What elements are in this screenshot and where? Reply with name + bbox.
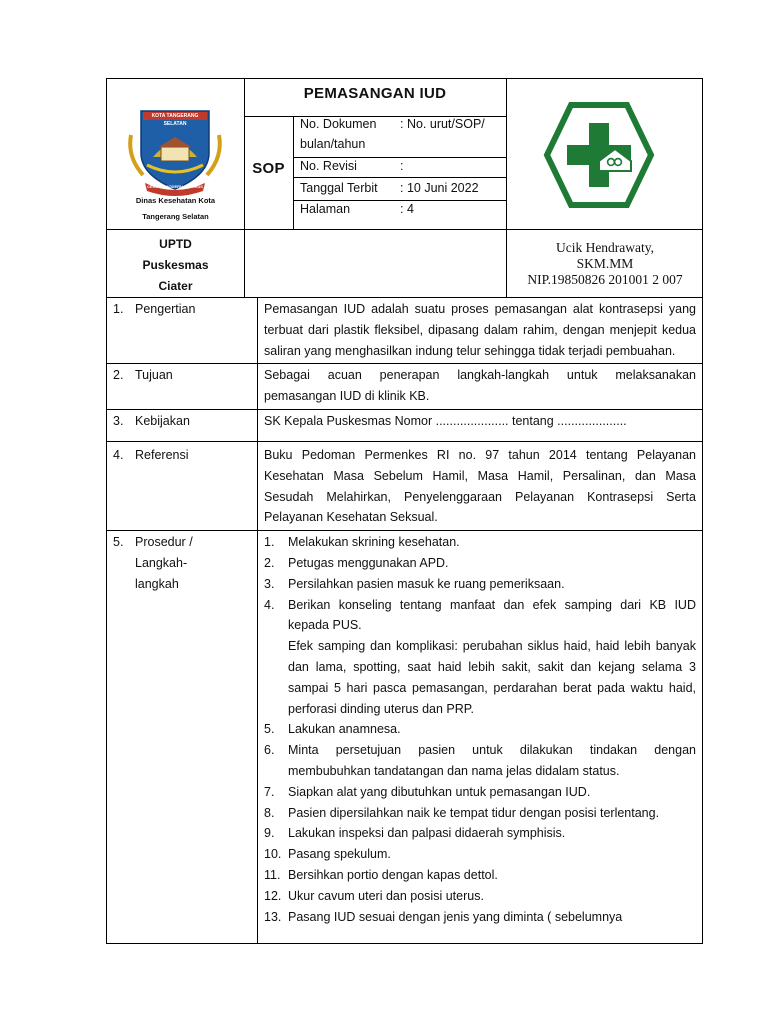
step-text: Ukur cavum uteri dan posisi uterus. (288, 888, 484, 903)
meta-revisi-value: : (400, 159, 404, 173)
section-number: 2. (113, 368, 124, 383)
unit-line-1: UPTD (159, 237, 192, 251)
section-number: 5. (113, 535, 124, 550)
logo-banner: KOTA TANGERANG SELATAN (151, 113, 199, 127)
section-label: Prosedur / Langkah-langkah (135, 535, 193, 591)
signatory-name: Ucik Hendrawaty, (555, 240, 655, 255)
signatory (506, 240, 704, 288)
section-referensi-text: Buku Pedoman Permenkes RI no. 97 tahun 2014 tentang Pelayanan Kesehatan Masa Sebelum Hamil, Masa Hamil, Persalinan, dan Masa Sesudah Melahirkan, Penyelenggaraan Pelayanan Kontrasepsi Serta Pelayanan Kesehatan Seksual. (258, 441, 703, 530)
step-text: Pasien dipersilahkan naik ke tempat tidur dengan posisi terlentang. (288, 805, 660, 820)
step-text: Melakukan skrining kesehatan. (288, 535, 460, 550)
section-label-cell (107, 409, 258, 441)
unit-name (107, 234, 244, 297)
sop-content-table (106, 297, 703, 944)
table-row (107, 409, 703, 441)
step-number: 8. (264, 805, 275, 820)
step-text: Minta persetujuan pasien untuk dilakukan tindakan dengan membubuhkan tandatangan dan nama jelas didalam status. (288, 743, 696, 778)
step-text: Siapkan alat yang dibutuhkan untuk pemasangan IUD. (288, 784, 591, 799)
meta-tanggal-label: Tanggal Terbit (300, 181, 378, 195)
step-number: 9. (264, 826, 275, 841)
procedure-step (264, 719, 696, 740)
meta-revisi-label: No. Revisi (300, 159, 357, 173)
step-text: Pasang spekulum. (288, 847, 391, 862)
table-row (107, 531, 703, 944)
step-number: 11. (264, 867, 281, 882)
procedure-step (264, 844, 696, 865)
step-text: Persilahkan pasien masuk ke ruang pemeriksaan. (288, 576, 565, 591)
step-number: 1. (264, 535, 275, 550)
table-row (107, 364, 703, 410)
step-number: 4. (264, 597, 275, 612)
procedure-step (264, 907, 696, 928)
step-number: 12. (264, 888, 282, 903)
procedure-steps-list (264, 532, 696, 927)
page-title: PEMASANGAN IUD (303, 85, 447, 102)
step-text: Lakukan anamnesa. (288, 722, 401, 737)
sop-document (106, 78, 703, 944)
meta-doc-value: : No. urut/SOP/ (400, 117, 485, 131)
section-label: Kebijakan (135, 413, 190, 428)
step-text: Bersihkan portio dengan kapas dettol. (288, 867, 498, 882)
step-number: 3. (264, 576, 275, 591)
meta-doc-value-2: bulan/tahun (300, 137, 366, 151)
step-text: Pasang IUD sesuai dengan jenis yang diminta ( sebelumnya (288, 909, 623, 924)
meta-halaman-label: Halaman (300, 202, 351, 216)
step-number: 13. (264, 909, 282, 924)
step-extra-text: Efek samping dan komplikasi: perubahan siklus haid, haid lebih banyak dan lama, spotting, saat haid lebih sakit, sakit dan kejang selama 3 sampai 5 hari pasca pemasangan, perdarahan berat pada waktu haid, perforasi dinding uterus dan PRP. (288, 639, 696, 716)
section-label-cell (107, 298, 258, 364)
procedure-step (264, 532, 696, 553)
step-text: Berikan konseling tentang manfaat dan efek samping dari KB IUD kepada PUS. (288, 597, 696, 633)
step-number: 2. (264, 555, 275, 570)
unit-line-2: Puskesmas (142, 258, 209, 272)
section-number: 1. (113, 302, 124, 316)
section-label-cell (107, 531, 258, 944)
unit-line-3: Ciater (158, 279, 193, 293)
institution-caption-1: Dinas Kesehatan Kota (135, 196, 216, 205)
logo-motto: CERDAS MODERN RELIGIUS (147, 184, 203, 189)
section-tujuan-text: Sebagai acuan penerapan langkah-langkah untuk melaksanakan pemasangan IUD di klinik KB. (258, 364, 703, 410)
institution-caption-2: Tangerang Selatan (142, 212, 209, 221)
step-text: Lakukan inspeksi dan palpasi didaerah symphisis. (288, 826, 566, 841)
section-number: 4. (113, 447, 124, 462)
puskesmas-logo (543, 101, 655, 209)
meta-halaman-value: : 4 (400, 202, 414, 216)
section-pengertian-text: Pemasangan IUD adalah suatu proses pemasangan alat kontrasepsi yang terbuat dari plastik fleksibel, dipasang dalam rahim, dengan menjepit kedua saliran yang menghasilkan indung telur sehingga tidak terjadi pembuahan. (258, 298, 703, 364)
procedure-step (264, 823, 696, 844)
procedure-step (264, 865, 696, 886)
section-label: Tujuan (135, 368, 173, 383)
sop-label: SOP (252, 160, 285, 177)
signatory-degree: SKM.MM (576, 256, 634, 271)
section-label: Referensi (135, 447, 189, 462)
procedure-step (264, 574, 696, 595)
procedure-step (264, 595, 696, 720)
step-number: 10. (264, 847, 282, 862)
section-label: Pengertian (135, 302, 196, 316)
section-label-cell (107, 364, 258, 410)
step-number: 7. (264, 784, 275, 799)
procedure-step (264, 886, 696, 907)
procedure-step (264, 740, 696, 782)
procedure-step (264, 782, 696, 803)
section-number: 3. (113, 413, 124, 428)
step-text: Petugas menggunakan APD. (288, 555, 449, 570)
procedure-cell (258, 531, 703, 944)
procedure-step (264, 803, 696, 824)
step-number: 5. (264, 722, 275, 737)
unit-row (106, 229, 703, 298)
signatory-nip: NIP.19850826 201001 2 007 (527, 272, 683, 287)
section-label-cell (107, 441, 258, 530)
procedure-step (264, 553, 696, 574)
table-row (107, 441, 703, 530)
meta-tanggal-value: : 10 Juni 2022 (400, 181, 479, 195)
table-row (107, 298, 703, 364)
section-kebijakan-text: SK Kepala Puskesmas Nomor ..................... tentang .................... (258, 409, 703, 441)
sop-header (106, 78, 703, 230)
meta-doc-label: No. Dokumen (300, 117, 377, 131)
step-number: 6. (264, 743, 275, 758)
